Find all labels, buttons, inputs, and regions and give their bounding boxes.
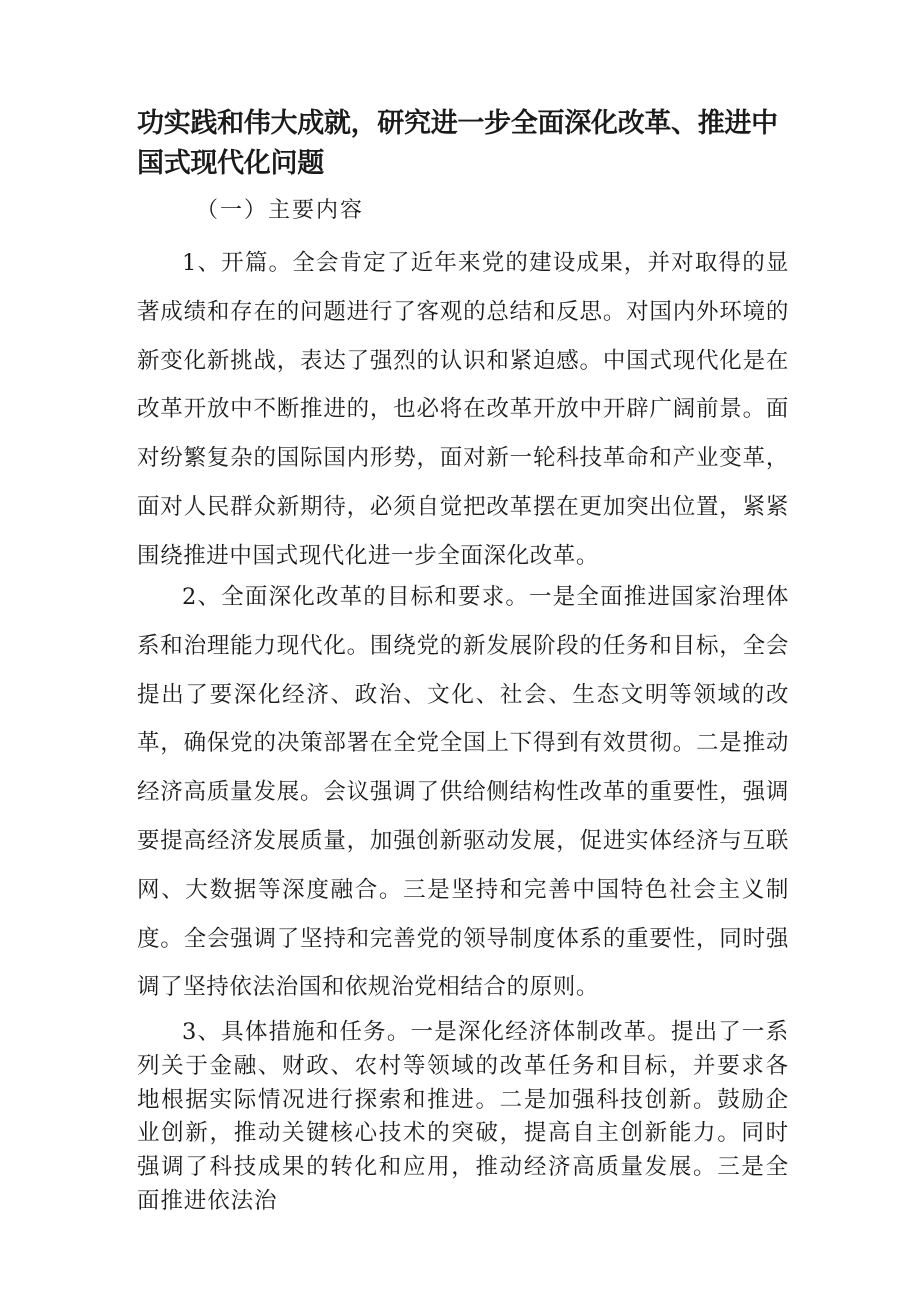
- paragraph-opening: 1、开篇。全会肯定了近年来党的建设成果，并对取得的显著成绩和存在的问题进行了客观的总结和反思。对国内外环境的新变化新挑战，表达了强烈的认识和紧迫感。中国式现代化是在改革开放中不断推进的，也必将在改革开放中开辟广阔前景。面对纷繁复杂的国际国内形势，面对新一轮科技革命和产业变革，面对人民群众新期待，必须自觉把改革摆在更加突出位置，紧紧围绕推进中国式现代化进一步全面深化改革。: [137, 250, 789, 569]
- document-heading: 功实践和伟大成就，研究进一步全面深化改革、推进中国式现代化问题: [137, 108, 778, 179]
- paragraph-measures: 3、具体措施和任务。一是深化经济体制改革。提出了一系列关于金融、财政、农村等领域的改革任务和目标，并要求各地根据实际情况进行探索和推进。二是加强科技创新。鼓励企业创新，推动关键核心技术的突破，提高自主创新能力。同时强调了科技成果的转化和应用，推动经济高质量发展。三是全面推进依法治: [137, 1019, 789, 1214]
- section-title: （一）主要内容: [196, 198, 365, 223]
- paragraph-goals: 2、全面深化改革的目标和要求。一是全面推进国家治理体系和治理能力现代化。围绕党的新发展阶段的任务和目标，全会提出了要深化经济、政治、文化、社会、生态文明等领域的改革，确保党的决策部署在全党全国上下得到有效贯彻。二是推动经济高质量发展。会议强调了供给侧结构性改革的重要性，强调要提高经济发展质量，加强创新驱动发展，促进实体经济与互联网、大数据等深度融合。三是坚持和完善中国特色社会主义制度。全会强调了坚持和完善党的领导制度体系的重要性，同时强调了坚持依法治国和依规治党相结合的原则。: [137, 584, 789, 1001]
